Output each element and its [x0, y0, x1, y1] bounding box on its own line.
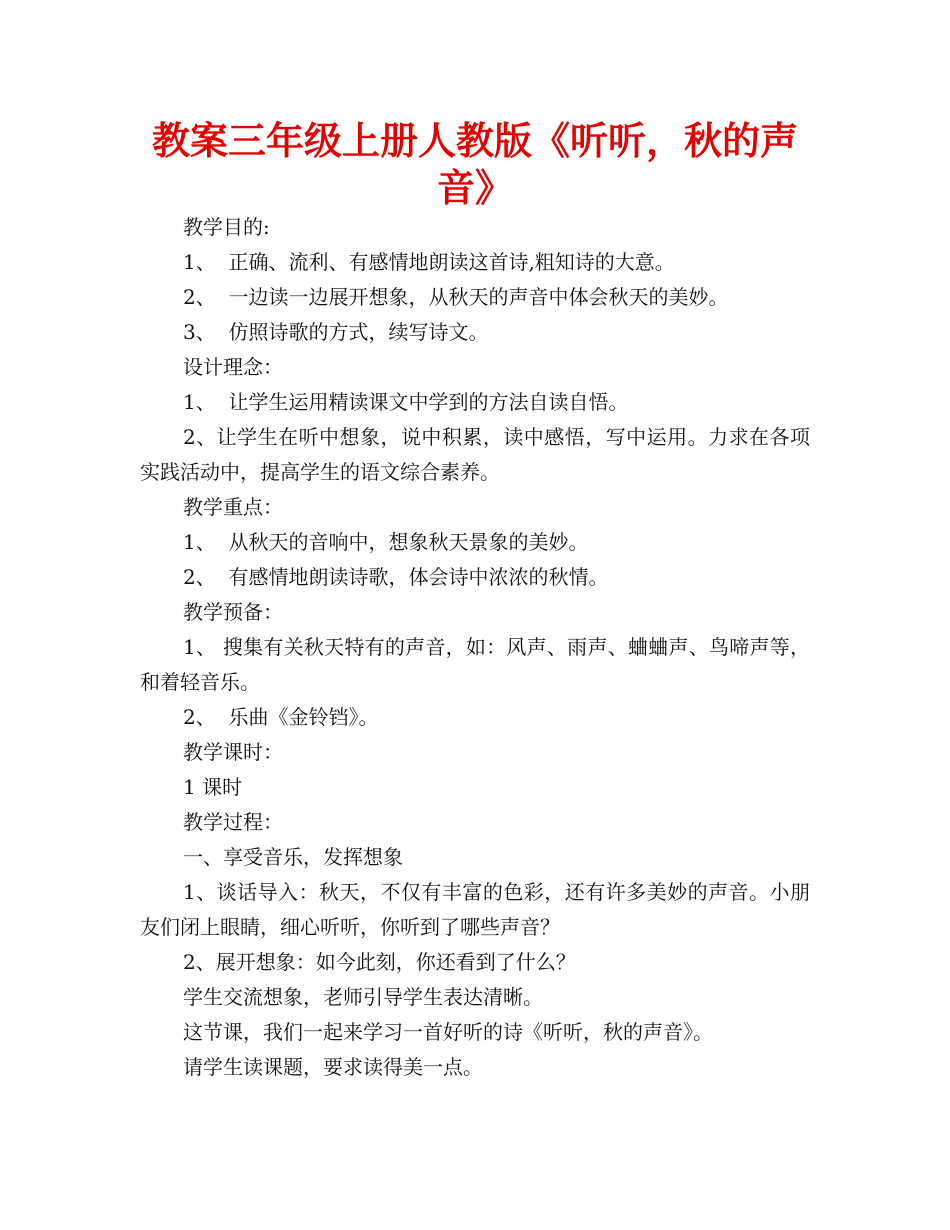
paragraph-objective-3: 3、 仿照诗歌的方式，续写诗文。 [183, 320, 489, 344]
paragraph-hours-heading: 教学课时： [183, 740, 283, 764]
paragraph-design-2: 2、让学生在听中想象，说中积累，读中感悟，写中运用。力求在各项实践活动中，提高学生的语文综合素养。 [140, 425, 810, 484]
paragraph-process-4: 这节课，我们一起来学习一首好听的诗《听听，秋的声音》。 [183, 1020, 713, 1044]
paragraph-process-3: 学生交流想象，老师引导学生表达清晰。 [183, 985, 543, 1009]
paragraph-focus-2: 2、 有感情地朗读诗歌，体会诗中浓浓的秋情。 [183, 565, 609, 589]
document-body [140, 210, 810, 1085]
paragraph-objective-1: 1、 正确、流利、有感情地朗读这首诗,粗知诗的大意。 [183, 250, 675, 274]
paragraph-prep-heading: 教学预备： [183, 600, 283, 624]
paragraph-objectives-heading: 教学目的: [183, 215, 270, 239]
paragraph-design-1: 1、 让学生运用精读课文中学到的方法自读自悟。 [183, 390, 629, 414]
paragraph-process-heading: 教学过程： [183, 810, 283, 834]
paragraph-process-1: 1、谈话导入：秋天，不仅有丰富的色彩，还有许多美妙的声音。小朋友们闭上眼睛，细心听听，你听到了哪些声音？ [140, 880, 810, 939]
paragraph-objective-2: 2、 一边读一边展开想象，从秋天的声音中体会秋天的美妙。 [183, 285, 729, 309]
paragraph-focus-1: 1、 从秋天的音响中，想象秋天景象的美妙。 [183, 530, 589, 554]
paragraph-section-1-heading: 一、享受音乐，发挥想象 [183, 845, 403, 869]
document-title: 教案三年级上册人教版《听听，秋的声音》 [151, 119, 798, 210]
paragraph-prep-2: 2、 乐曲《金铃铛》。 [183, 705, 379, 729]
paragraph-design-heading: 设计理念： [183, 355, 283, 379]
paragraph-process-5: 请学生读课题，要求读得美一点。 [183, 1055, 483, 1079]
paragraph-prep-1: 1、 搜集有关秋天特有的声音，如：风声、雨声、蛐蛐声、鸟啼声等，和着轻音乐。 [140, 635, 810, 694]
paragraph-process-2: 2、展开想象：如今此刻，你还看到了什么？ [183, 950, 576, 974]
paragraph-focus-heading: 教学重点： [183, 495, 283, 519]
paragraph-hours-value: 1 课时 [183, 775, 243, 799]
